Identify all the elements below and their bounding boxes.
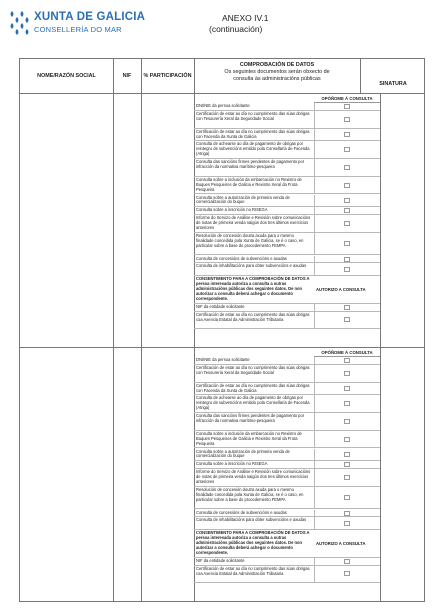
oppose-consult-checkbox[interactable] — [344, 521, 350, 526]
oppose-consult-checkbox[interactable] — [344, 267, 350, 272]
participant-section — [19, 348, 425, 602]
oppose-consult-cell — [314, 215, 380, 232]
participant-section — [19, 94, 425, 348]
document-header — [0, 0, 439, 60]
document-row — [194, 312, 380, 330]
oppose-consult-cell — [314, 357, 380, 364]
document-label: Consulta sobre a inscrición no RISEGA — [196, 461, 268, 467]
oppose-consult-cell — [314, 383, 380, 395]
column-header-nif: NIF — [122, 73, 132, 79]
document-row — [194, 177, 380, 195]
document-label: Consulta de concesións de subvencións e axudas — [196, 509, 287, 515]
oppose-consult-checkbox[interactable] — [344, 571, 350, 576]
column-header-percent: % PARTICIPACIÓN — [143, 73, 192, 79]
document-row — [194, 207, 380, 215]
document-label: Certificación de estar ao día no cumprimento das súas obrigas coa Axencia Estatal da Administración Tributaria — [196, 311, 310, 322]
oppose-consult-header: OPÓÑOME Á CONSULTA — [314, 94, 380, 103]
oppose-consult-checkbox[interactable] — [344, 317, 350, 322]
document-label: Consulta sobre a inclusión da embarcación no Rexistro de Buques Pesqueiros de Galicia e Rexistro Xeral da Frota Pesqueira — [196, 176, 302, 192]
oppose-consult-cell — [314, 517, 380, 529]
oppose-consult-checkbox[interactable] — [344, 419, 350, 424]
document-label: Resolución de concesión doutra axuda para o mesmo finalidade concedida pola Xunta de Galicia, se é o caso, en particular sobre a base do procedemento FEMPA — [196, 486, 304, 502]
document-row — [194, 449, 380, 462]
document-label: Certificación de estar ao día no cumprimento das súas obrigas con Tesourería Xeral da Seguridade Social — [196, 110, 310, 121]
document-row — [194, 256, 380, 264]
document-row — [194, 129, 380, 142]
oppose-consult-checkbox[interactable] — [344, 559, 350, 564]
oppose-consult-checkbox[interactable] — [344, 462, 350, 467]
document-row — [194, 195, 380, 208]
oppose-consult-cell — [314, 129, 380, 141]
document-row — [194, 487, 380, 510]
oppose-consult-cell — [314, 431, 380, 448]
document-row — [194, 558, 380, 566]
oppose-consult-cell — [314, 159, 380, 176]
oppose-consult-checkbox[interactable] — [344, 511, 350, 516]
document-label: Certificación de estar ao día no cumprimento das súas obrigas con Facenda da Xunta de Galicia — [196, 128, 310, 139]
document-row — [194, 413, 380, 431]
oppose-consult-cell — [314, 413, 380, 430]
document-label: Consulta de inhabilitacións para obter subvencións e axudas — [196, 263, 307, 269]
document-row — [194, 263, 380, 276]
document-row — [194, 431, 380, 449]
oppose-consult-checkbox[interactable] — [344, 208, 350, 213]
oppose-consult-checkbox[interactable] — [344, 221, 350, 226]
oppose-consult-cell — [314, 487, 380, 509]
document-row — [194, 530, 380, 558]
document-label: Informe do Servizo de Análise e Revisión sobre comunicacións de notas de primeira venda naigún dos tres últimos exercicios anteriores — [196, 469, 311, 484]
oppose-consult-checkbox[interactable] — [344, 165, 350, 170]
document-label: Consulta sobre a inclusión da embarcación no Rexistro de Buques Pesqueiros de Galicia e Rexistro Xeral da Frota Pesqueira — [196, 430, 302, 446]
document-row — [194, 383, 380, 396]
document-row — [194, 566, 380, 584]
document-label: Informe do Servizo de Análise e Revisión sobre comunicacións de notas de primeira venda naigún dos tres últimos exercicios anteriores — [196, 215, 311, 230]
oppose-consult-checkbox[interactable] — [344, 117, 350, 122]
oppose-consult-checkbox[interactable] — [344, 401, 350, 406]
document-label: NIF da entidade solicitante — [196, 303, 245, 309]
document-row — [194, 276, 380, 304]
oppose-consult-cell — [314, 566, 380, 583]
oppose-consult-cell — [314, 233, 380, 255]
document-label: Certificación de estar ao día no cumprimento das súas obrigas coa Axencia Estatal da Administración Tributaria — [196, 565, 310, 576]
document-label: Consulta de achearse ao día de pagamento de obrigas por reintegro de subvencións emitido pola Consellaría de Facenda (Atriga) — [196, 395, 310, 411]
oppose-consult-cell — [314, 365, 380, 382]
oppose-consult-checkbox[interactable] — [344, 495, 350, 500]
oppose-consult-cell — [314, 312, 380, 329]
document-row — [194, 215, 380, 233]
oppose-consult-cell — [314, 103, 380, 110]
document-row — [194, 357, 380, 365]
oppose-consult-checkbox[interactable] — [344, 183, 350, 188]
data-check-description-2: consulta ás administracións públicas — [233, 76, 321, 82]
oppose-consult-cell — [314, 461, 380, 468]
document-row — [194, 510, 380, 518]
oppose-consult-checkbox[interactable] — [344, 132, 350, 137]
document-label: Consulta de achearse ao día de pagamento de obrigas por reintegro de subvencións emitido pola Consellaría de Facenda (Atriga) — [196, 141, 310, 157]
column-header-data-check: COMPROBACIÓN DE DATOS — [239, 62, 315, 68]
oppose-consult-checkbox[interactable] — [344, 257, 350, 262]
document-row — [194, 111, 380, 129]
oppose-consult-cell — [314, 510, 380, 517]
oppose-consult-cell — [314, 141, 380, 158]
oppose-consult-cell — [314, 304, 380, 311]
oppose-consult-header: OPÓÑOME Á CONSULTA — [314, 348, 380, 357]
oppose-consult-checkbox[interactable] — [344, 147, 350, 152]
authorize-consult-label: AUTORIZO A CONSULTA — [316, 286, 366, 292]
oppose-consult-checkbox[interactable] — [344, 386, 350, 391]
oppose-consult-checkbox[interactable] — [344, 305, 350, 310]
document-row — [194, 233, 380, 256]
document-row — [194, 395, 380, 413]
oppose-consult-cell — [314, 256, 380, 263]
annex-title: ANEXO IV.1 — [222, 13, 269, 23]
annex-subtitle: (continuación) — [209, 24, 263, 34]
document-label: Certificación de estar ao día no cumprimento das súas obrigas con Facenda da Xunta de Galicia — [196, 382, 310, 393]
oppose-consult-cell — [314, 395, 380, 412]
document-label: Consulta das sancións firmes pendentes de pagamento por infracción da normativa marítimo-pesqueira — [196, 159, 305, 169]
document-row — [194, 365, 380, 383]
oppose-consult-checkbox[interactable] — [344, 241, 350, 246]
oppose-consult-cell — [314, 469, 380, 486]
oppose-consult-cell — [314, 177, 380, 194]
document-label: CONSENTIMENTO PARA A COMPROBACIÓN DE DATOS A persoa interesada autoriza a consulta a outras administracións públicas dos seguintes datos. De non autorizar a consulta deberá achegar o documento correspondente. — [196, 530, 310, 555]
oppose-consult-cell — [314, 263, 380, 275]
document-row — [194, 517, 380, 530]
oppose-consult-cell — [314, 111, 380, 128]
oppose-consult-checkbox[interactable] — [344, 104, 350, 109]
document-label: DNI/NIE da persoa solicitante — [196, 357, 250, 362]
authorize-consult-label: AUTORIZO A CONSULTA — [316, 540, 366, 546]
document-label: Consulta sobre a autorización de primeira venda de comercialización do buque — [196, 448, 290, 459]
document-row — [194, 159, 380, 177]
document-row — [194, 469, 380, 487]
oppose-consult-checkbox[interactable] — [344, 437, 350, 442]
document-label: Consulta sobre a inscrición no RISEGA — [196, 207, 268, 213]
oppose-consult-checkbox[interactable] — [344, 452, 350, 457]
document-row — [194, 103, 380, 111]
brand-subtitle: CONSELLERÍA DO MAR — [34, 25, 122, 34]
document-row — [194, 304, 380, 312]
document-label: NIF da entidade solicitante — [196, 557, 245, 563]
document-label: DNI/NIE da persoa solicitante — [196, 103, 250, 108]
document-label: Certificación de estar ao día no cumprimento das súas obrigas con Tesourería Xeral da Seguridade Social — [196, 364, 310, 375]
oppose-consult-checkbox[interactable] — [344, 198, 350, 203]
oppose-consult-checkbox[interactable] — [344, 358, 350, 363]
participants-table — [19, 58, 425, 603]
xunta-logo-icon — [8, 8, 32, 38]
table-header-row — [19, 58, 425, 94]
document-label: CONSENTIMENTO PARA A COMPROBACIÓN DE DATOS A persoa interesada autoriza a consulta a outras administracións públicas dos seguintes datos. De non autorizar a consulta deberá achegar o documento correspondente. — [196, 276, 310, 301]
column-header-signature: SINATURA — [379, 81, 407, 87]
document-label: Resolución de concesión doutra axuda para o mesmo finalidade concedida pola Xunta de Galicia, se é o caso, en particular sobre a base do procedemento FEMPA — [196, 232, 304, 248]
oppose-consult-checkbox[interactable] — [344, 475, 350, 480]
oppose-consult-cell — [314, 207, 380, 214]
oppose-consult-cell — [314, 558, 380, 565]
document-label: Consulta das sancións firmes pendentes de pagamento por infracción da normativa marítimo-pesqueira — [196, 413, 305, 423]
document-label: Consulta de inhabilitacións para obter subvencións e axudas — [196, 517, 307, 523]
oppose-consult-checkbox[interactable] — [344, 371, 350, 376]
data-check-description-1: Os seguintes documentos serán obxecto de — [224, 69, 330, 75]
document-label: Consulta de concesións de subvencións e axudas — [196, 255, 287, 261]
document-row — [194, 461, 380, 469]
column-header-name: NOME/RAZÓN SOCIAL — [37, 73, 96, 79]
document-row — [194, 141, 380, 159]
brand-title: XUNTA DE GALICIA — [34, 11, 146, 23]
document-label: Consulta sobre a autorización de primeira venda de comercialización do buque — [196, 194, 290, 205]
oppose-consult-cell — [314, 195, 380, 207]
oppose-consult-cell — [314, 449, 380, 461]
